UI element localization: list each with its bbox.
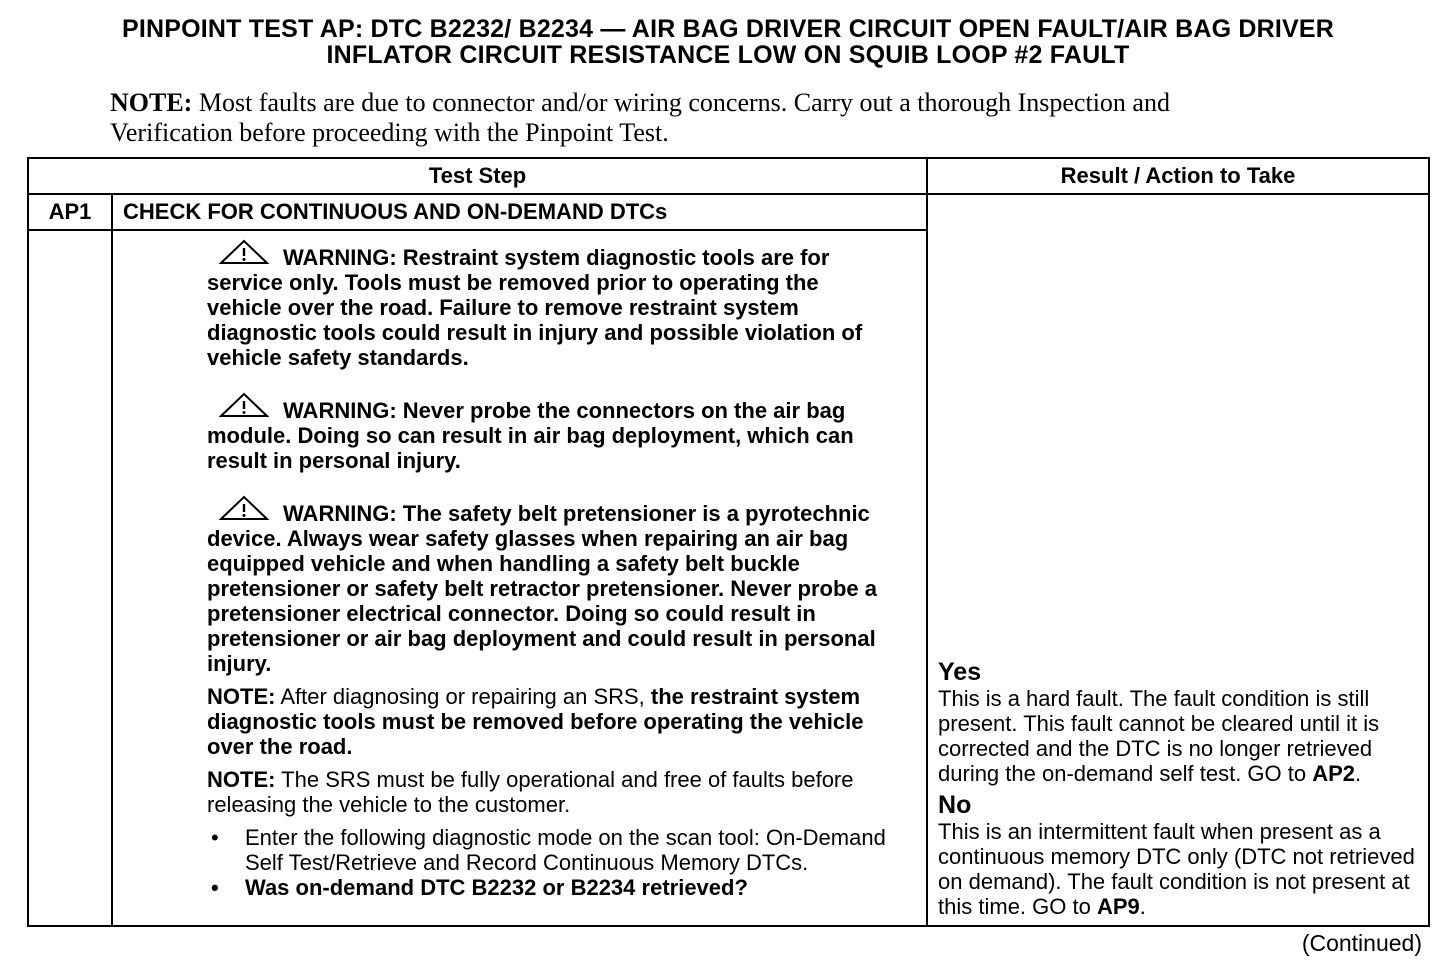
intro-note-text: Most faults are due to connector and/or wiring concerns. Carry out a thorough Inspection and Verification before proceeding with the Pinpoint Test. [110,88,1170,147]
warning-triangle-icon [219,239,269,267]
note-1 [207,684,896,759]
result-yes-target: AP2 [1312,761,1356,786]
pinpoint-test-table [27,157,1430,927]
note-1-label: NOTE: [207,684,276,709]
header-result-action: Result / Action to Take [927,158,1429,194]
page-title [20,16,1436,68]
warning-triangle-icon [219,495,269,523]
bullet-dot: • [211,875,219,900]
continued-label: (Continued) [1301,930,1422,956]
step-id-spacer [28,230,112,926]
warning-triangle-icon [219,392,269,420]
note-1-text: After diagnosing or repairing an SRS, [280,684,645,709]
bullet-1-text: Enter the following diagnostic mode on the scan tool: On-Demand Self Test/Retrieve and Record Continuous Memory DTCs. [245,825,886,875]
warning-2 [207,392,896,473]
title-line-2: INFLATOR CIRCUIT RESISTANCE LOW ON SQUIB LOOP #2 FAULT [326,41,1130,69]
intro-note [110,88,1260,148]
note-2-label: NOTE: [207,767,276,792]
warning-3-text: WARNING: The safety belt pretensioner is a pyrotechnic device. Always wear safety glasses when repairing an air bag equipped vehicle and when handling a safety belt buckle pretensioner or safety belt retractor pretensioner. Never probe a pretensioner electrical connector. Doing so could result in pretensioner or air bag deployment and could result in personal injury. [207,501,878,676]
list-item [207,875,896,900]
step-bullets [207,825,896,900]
bullet-2-text: Was on-demand DTC B2232 or B2234 retrieved? [245,875,748,900]
warning-2-text: WARNING: Never probe the connectors on the air bag module. Doing so can result in air bag deployment, which can result in personal injury. [207,398,854,473]
note-1-bold-text: the restraint system diagnostic tools must be removed before operating the vehicle over the road. [207,684,864,759]
result-yes-label: Yes [938,658,982,686]
title-line-1: PINPOINT TEST AP: DTC B2232/ B2234 — AIR BAG DRIVER CIRCUIT OPEN FAULT/AIR BAG DRIVER [121,15,1335,43]
warning-1-text: WARNING: Restraint system diagnostic tools are for service only. Tools must be removed prior to operating the vehicle over the road. Failure to remove restraint system diagnostic tools could result in injury and possible violation of vehicle safety standards. [207,245,863,370]
result-no-target: AP9 [1096,894,1140,919]
result-yes-text: This is a hard fault. The fault condition is still present. This fault cannot be cleared until it is corrected and the DTC is no longer retrieved during the on-demand self test. GO to AP2. [938,686,1380,786]
note-2-text: The SRS must be fully operational and free of faults before releasing the vehicle to the customer. [207,767,854,817]
step-title: CHECK FOR CONTINUOUS AND ON-DEMAND DTCs [112,194,927,230]
result-no-text: This is an intermittent fault when present as a continuous memory DTC only (DTC not retrieved on demand). The fault condition is not present at this time. GO to AP9. [938,819,1415,919]
note-2 [207,767,896,817]
result-cell [927,194,1429,926]
list-item [207,825,896,875]
warning-3 [207,495,896,676]
result-no-body: This is an intermittent fault when present as a continuous memory DTC only (DTC not retrieved on demand). The fault condition is not present at this time. GO to [938,819,1415,919]
bullet-dot: • [211,825,219,850]
step-id: AP1 [28,194,112,230]
header-test-step: Test Step [28,158,927,194]
step-body [112,230,927,926]
intro-note-label: NOTE: [110,88,193,117]
result-yes-body: This is a hard fault. The fault condition is still present. This fault cannot be cleared until it is corrected and the DTC is no longer retrieved during the on-demand self test. GO to [938,686,1380,786]
result-no-label: No [938,791,972,819]
warning-1 [207,239,896,370]
